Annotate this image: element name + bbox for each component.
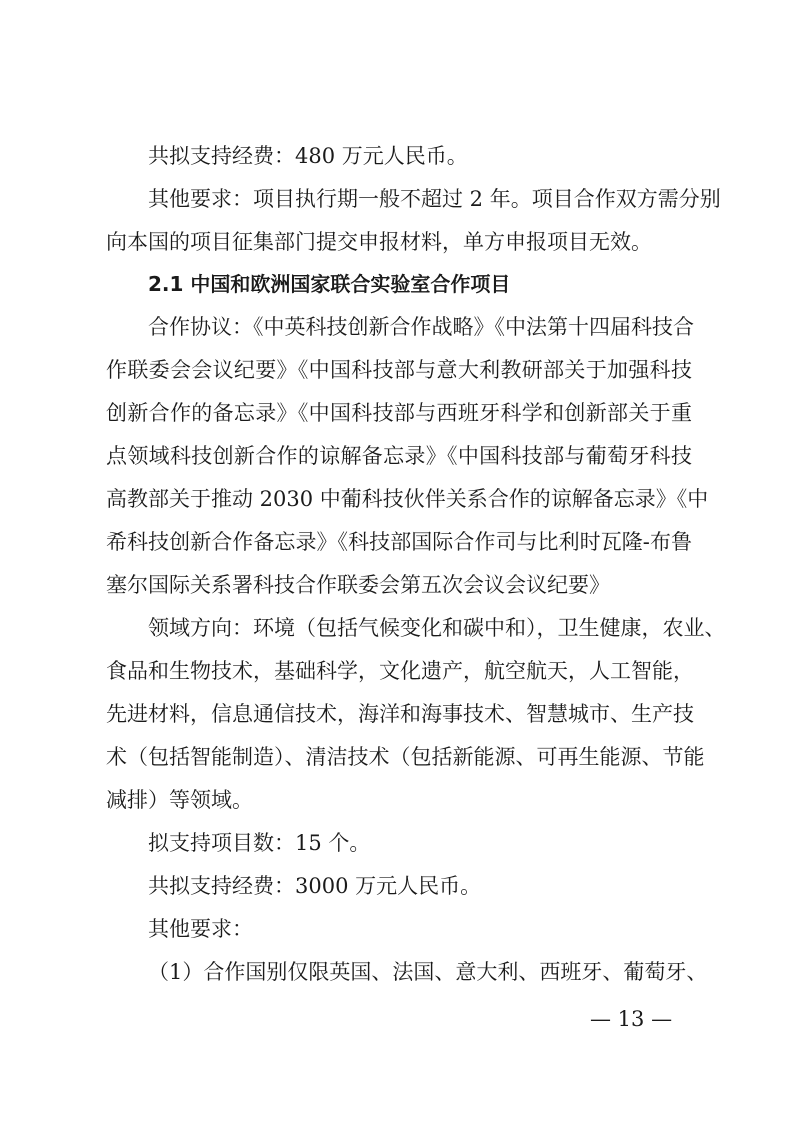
field-line-1: 领域方向：环境（包括气候变化和碳中和），卫生健康，农业、 — [148, 616, 726, 640]
agreement-line-6: 希科技创新合作备忘录》《科技部国际合作司与比利时瓦隆-布鲁 — [106, 530, 692, 554]
requirements-line-1: 其他要求：项目执行期一般不超过 2 年。项目合作双方需分别 — [148, 187, 721, 211]
page-number: — 13 — — [590, 1007, 673, 1031]
agreement-line-7: 塞尔国际关系署科技合作联委会第五次会议会议纪要》 — [106, 573, 610, 597]
field-line-2: 食品和生物技术，基础科学，文化遗产，航空航天，人工智能， — [106, 659, 694, 683]
other-requirements-label: 其他要求： — [148, 917, 253, 941]
requirement-item-1: （1）合作国别仅限英国、法国、意大利、西班牙、葡萄牙、 — [148, 960, 708, 984]
funding-line-2: 共拟支持经费：3000 万元人民币。 — [148, 874, 482, 898]
funding-line-1: 共拟支持经费：480 万元人民币。 — [148, 144, 468, 168]
agreement-line-4: 点领域科技创新合作的谅解备忘录》《中国科技部与葡萄牙科技 — [106, 444, 692, 468]
agreement-line-2: 作联委会会议纪要》《中国科技部与意大利教研部关于加强科技 — [106, 358, 692, 382]
field-line-5: 减排）等领域。 — [106, 788, 253, 812]
agreement-line-5: 高教部关于推动 2030 中葡科技伙伴关系合作的谅解备忘录》《中 — [106, 487, 709, 511]
agreement-line-3: 创新合作的备忘录》《中国科技部与西班牙科学和创新部关于重 — [106, 401, 692, 425]
project-count-line: 拟支持项目数：15 个。 — [148, 831, 371, 855]
field-line-4: 术（包括智能制造）、清洁技术（包括新能源、可再生能源、节能 — [106, 745, 705, 769]
section-heading: 2.1 中国和欧洲国家联合实验室合作项目 — [148, 272, 511, 296]
requirements-line-2: 向本国的项目征集部门提交申报材料，单方申报项目无效。 — [106, 230, 652, 254]
agreement-line-1: 合作协议：《中英科技创新合作战略》《中法第十四届科技合 — [148, 315, 694, 339]
field-line-3: 先进材料，信息通信技术，海洋和海事技术、智慧城市、生产技 — [106, 702, 694, 726]
